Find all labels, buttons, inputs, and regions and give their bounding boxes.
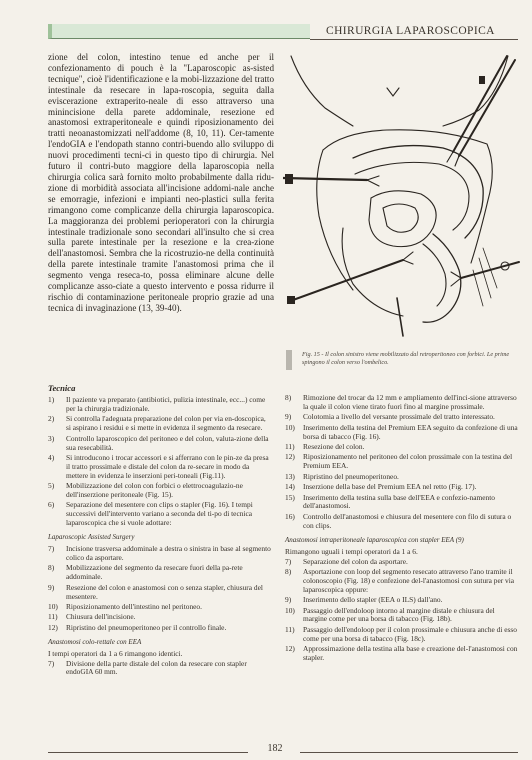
- grasper-left-jaws: [367, 176, 379, 186]
- tecnica-list: [48, 396, 272, 528]
- grasper-lower-shaft: [293, 260, 403, 300]
- step-number: 11): [285, 624, 295, 634]
- step-text: Inserimento dello stapler (EEA o ILS) dall'ano.: [303, 595, 443, 605]
- list-item: [48, 545, 272, 563]
- step-text: Asportazione con loop del segmento resecato attraverso l'ano tramite il colonoscopio (Fig. 18) e confezione del-l'anastomosi con sutura per via laparoscopica oppure:: [303, 566, 515, 594]
- running-header: CHIRURGIA LAPAROSCOPICA: [326, 25, 495, 37]
- descending-colon: [423, 234, 461, 322]
- colo-rettale-intro: I tempi operatori da 1 a 6 rimangono identici.: [48, 648, 183, 658]
- step-text: Passaggio dell'endoloop intorno al margine distale e chiusura del margine come per una borsa di tabacco (Fig. 18b).: [303, 605, 495, 624]
- list-item: [285, 645, 519, 663]
- step-text: Il paziente va preparato (antibiotici, pulizia intestinale, ecc...) come per la chirurgia tradizionale.: [66, 395, 266, 413]
- step-number: 9): [48, 582, 55, 592]
- footer-rule-left: [48, 752, 248, 753]
- list-item: [48, 584, 272, 602]
- step-number: 7): [48, 544, 55, 554]
- page-number: 182: [267, 743, 283, 754]
- assisted-heading: Laparoscopic Assisted Surgery: [48, 533, 135, 542]
- step-text: Ripristino del pneumoperitoneo.: [303, 471, 399, 481]
- list-item: [48, 435, 272, 453]
- list-item: [285, 513, 519, 531]
- list-item: [285, 558, 519, 567]
- list-item: [48, 415, 272, 433]
- step-text: Passaggio dell'endoloop per il colon prossimale e chiusura anche di esso come per una borsa di tabacco (Fig. 18c).: [303, 624, 517, 643]
- descending-colon-inner: [423, 244, 446, 306]
- list-item: [48, 482, 272, 500]
- list-item: [48, 603, 272, 612]
- step-number: 16): [285, 511, 295, 521]
- step-text: Si controlla l'adeguata preparazione del colon per via en-doscopica, si aspirano i residui e si mette in evidenza il segmento da resecare.: [66, 414, 266, 433]
- step-text: Ripristino del pneumoperitoneo per il controllo finale.: [66, 622, 227, 632]
- step-text: Inserimento della testina sulla base dell'EEA e confezio-namento dell'anastomosi.: [303, 492, 495, 511]
- small-bowel-loop: [369, 191, 436, 247]
- step-number: 13): [285, 471, 295, 481]
- step-number: 14): [285, 482, 295, 492]
- list-item: [285, 424, 519, 442]
- retroperitoneum-hatch: [473, 248, 497, 306]
- tecnica-heading: Tecnica: [48, 383, 76, 393]
- intraperitoneale-intro: Rimangono uguali i tempi operatori da 1 a 6.: [285, 546, 418, 556]
- list-item: [285, 453, 519, 471]
- list-item: [285, 607, 519, 625]
- step-number: 10): [285, 422, 295, 432]
- list-item: [48, 613, 272, 622]
- list-item: [285, 413, 519, 422]
- step-number: 12): [48, 622, 58, 632]
- step-text: Separazione del colon da asportare.: [303, 556, 408, 566]
- grasper-lower-jaws: [403, 252, 413, 264]
- cavity-left-wall: [317, 150, 353, 290]
- colon-inner-wall: [355, 162, 469, 230]
- step-number: 3): [48, 433, 55, 443]
- step-number: 11): [48, 612, 58, 622]
- step-text: Divisione della parte distale del colon da resecare con stapler endoGIA 60 mm.: [66, 658, 247, 677]
- figure-caption: Fig. 15 - Il colon sinistro viene mobilizzato dal retroperitoneo con forbici. Le prime spingono il colon verso l'ombelico.: [302, 351, 510, 366]
- step-text: Colotomia a livello del versante prossimale del tratto interessato.: [303, 412, 495, 422]
- list-item: [285, 596, 519, 605]
- colo-rettale-heading: Anastomosi colo-rettale con EEA: [48, 637, 142, 646]
- small-bowel-inner: [383, 204, 418, 232]
- step-number: 11): [285, 442, 295, 452]
- surgical-illustration: [283, 48, 521, 348]
- list-item: [285, 626, 519, 644]
- step-number: 4): [48, 452, 55, 462]
- colo-rettale-list: [48, 660, 272, 678]
- step-number: 5): [48, 481, 55, 491]
- step-number: 12): [285, 644, 295, 654]
- step-text: Riposizionamento dell'intestino nel peritoneo.: [66, 602, 202, 612]
- step-text: Rimozione del trocar da 12 mm e ampliamento dell'inci-sione attraverso la quale il colon viene tirato fuori fino al margine prossimale.: [303, 393, 517, 411]
- step-number: 1): [48, 395, 55, 404]
- step-text: Separazione del mesentere con clips o stapler (Fig. 16). I tempi successivi dell'intervento variano a seconda del ti-po di tecnica laparoscopica che si vuole adottare:: [66, 500, 253, 528]
- list-item: [48, 454, 272, 481]
- torso-right-outline: [443, 56, 508, 126]
- step-text: Approssimazione della testina alla base e creazione del-l'anastomosi con stapler.: [303, 644, 518, 663]
- step-text: Incisione trasversa addominale a destra o sinistra in base al segmento colico da asportare.: [66, 544, 271, 562]
- list-item: [48, 624, 272, 633]
- step-text: Inserzione della base del Premium EEA nel retto (Fig. 17).: [303, 482, 477, 492]
- step-number: 2): [48, 414, 55, 424]
- port-markers: [285, 76, 485, 304]
- footer-rule-right: [300, 752, 518, 753]
- right-column-lists: [285, 394, 519, 664]
- list-item: [285, 394, 519, 412]
- step-number: 7): [285, 556, 292, 566]
- step-number: 10): [285, 605, 295, 615]
- upper-grasper-shaft-2: [459, 60, 515, 156]
- step-number: 6): [48, 500, 55, 510]
- header-color-bar: [48, 24, 310, 39]
- step-text: Riposizionamento nel peritoneo del colon prossimale con la testina del Premium EEA.: [303, 452, 513, 471]
- step-text: Controllo laparoscopico del peritoneo e del colon, valuta-zione della sua resecabilità.: [66, 433, 269, 452]
- cavity-outline: [323, 130, 492, 263]
- step-number: 9): [285, 595, 292, 605]
- grasper-left-shaft: [283, 178, 367, 180]
- list-item: [285, 483, 519, 492]
- step-number: 8): [285, 566, 292, 576]
- header-rule: [310, 39, 518, 40]
- step-text: Mobilizzazione del segmento da resecare fuori della pa-rete addominale.: [66, 563, 243, 582]
- body-text: zione del colon, intestino tenue ed anche per il confezionamento di pouch è la "Laparoscopic as-sisted tecnique", cioè l'identificazione e la mobi-lizzazione del tratto intestinale da resecare in lapa-roscopia, seguita dalla eviscerazione extraperito-neale di esso attraverso una minincisione della parete addominale, resezione ed anastomosi extraperitoneale e quindi riposizionamento dei tratti neoanastomizzati nell'addome (8, 10, 11). Cer-tamente l'endoGIA e l'endopath stanno contri-buendo allo sviluppo di nuovi procedimenti tecni-ci in questo tipo di chirurgia. Nel futuro il contri-buto maggiore della laparoscopia nella chirurgia colica sarà fornito molto probabilmente dalla ridu-zione di morbidità associata all'incisione addomi-nale anche se emorragie, infezioni e impianti neo-plastici sulla ferita rimangono come complicanze della chirurgia laparoscopica. La maggioranza dei problemi perioperatori con la chirurgia intestinale tradizionale sono secondari all'insulto che si crea sulla parete intestinale per la resezione e la crea-zione dell'anastomosi. Sembra che la ricostruzio-ne della continuità della parete intestinale tramite l'anastomosi prima che il segmento venga reseca-to, possa eliminare alcune delle complicanze asso-ciate a questo intervento e possa ridurre il rischio di contaminazione peritoneale proprio grazie ad una tecnica di invaginazione (13, 39-40).: [48, 52, 274, 313]
- step-text: Resezione del colon.: [303, 442, 365, 452]
- list-item: [285, 473, 519, 482]
- step-text: Si introducono i trocar accessori e si afferrano con le pin-ze da presa il tratto prossimale e distale del colon da re-secare in modo da mettere in evidenza le inserzioni peri-toneali (Fig.11).: [66, 452, 269, 480]
- torso-left-outline: [291, 56, 353, 126]
- navel-mark: [387, 88, 399, 96]
- step-number: 10): [48, 602, 58, 612]
- trocar-lower: [397, 298, 403, 336]
- step-text: Controllo dell'anastomosi e chiusura del mesentere con filo di sutura o con clips.: [303, 511, 512, 530]
- intraperitoneale-list: [285, 558, 519, 663]
- upper-grasper-shaft: [453, 56, 507, 152]
- step-number: 12): [285, 452, 295, 462]
- list-item: [285, 568, 519, 595]
- left-column-lists: [48, 396, 272, 679]
- intraperitoneale-heading: Anastomosi intraperitoneale laparoscopica con stapler EEA (9): [285, 535, 464, 544]
- step-number: 15): [285, 492, 295, 502]
- step-text: Resezione del colon e anastomosi con o senza stapler, chiusura del mesentere.: [66, 582, 263, 601]
- scissors-shaft: [461, 262, 519, 278]
- step-number: 9): [285, 412, 292, 422]
- step-number: 8): [48, 563, 55, 573]
- step-text: Chiusura dell'incisione.: [66, 612, 136, 622]
- list-item: [285, 494, 519, 512]
- list-item: [48, 564, 272, 582]
- step-text: Inserimento della testina del Premium EEA seguito da confezione di una borsa di tabacco (Fig. 16).: [303, 422, 518, 441]
- intro-paragraph: [48, 52, 274, 314]
- list-item: [285, 443, 519, 452]
- list-item: [48, 501, 272, 528]
- transverse-colon: [353, 146, 483, 238]
- list-item: [48, 660, 272, 678]
- step-text: Mobilizzazione del colon con forbici o elettrocoagulazio-ne dell'inserzione peritoneale (Fig. 15).: [66, 481, 243, 500]
- list-item: [48, 396, 272, 414]
- step-number: 7): [48, 658, 55, 668]
- colon-mobilization-drawing: [283, 48, 521, 348]
- right-step-list: [285, 394, 519, 531]
- figure-caption-marker: [286, 350, 292, 370]
- assisted-list: [48, 545, 272, 633]
- step-number: 8): [285, 393, 292, 402]
